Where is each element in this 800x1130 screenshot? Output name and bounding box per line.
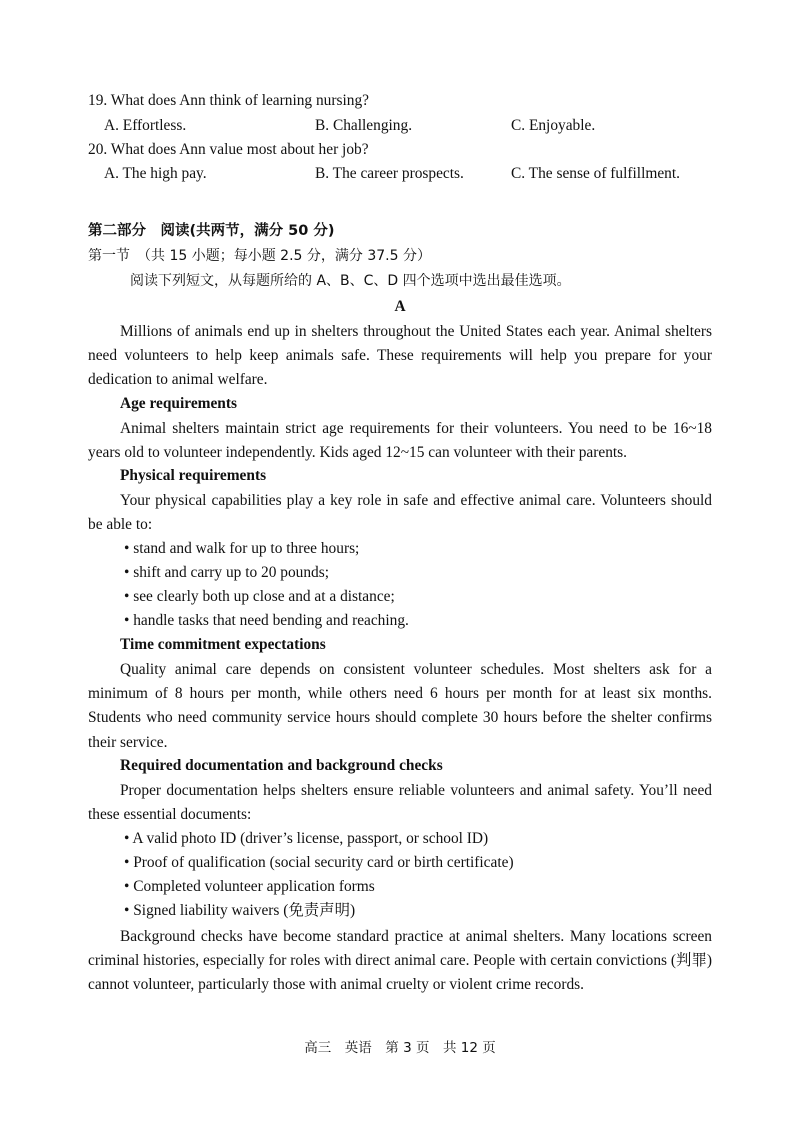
docs-heading: Required documentation and background checks: [120, 757, 443, 774]
time-text: Quality animal care depends on consistent volunteer schedules. Most shelters ask for a minimum of 8 hours per month, while others need 6 hours per month for at least six months. Students who need community service hours should complete 30 hours before the shelter confirms their service.: [88, 661, 712, 751]
physical-bullet: • stand and walk for up to three hours;: [124, 540, 360, 557]
q19-option-b: B. Challenging.: [315, 117, 413, 134]
age-heading: Age requirements: [120, 395, 237, 412]
docs-text: Proper documentation helps shelters ensure reliable volunteers and animal safety. You’ll need these essential documents:: [88, 782, 712, 824]
question-20-stem: 20. What does Ann value most about her job?: [88, 141, 369, 158]
physical-bullet: • see clearly both up close and at a distance;: [124, 588, 395, 605]
q20-option-c: C. The sense of fulfillment.: [511, 165, 680, 182]
docs-bullet: • A valid photo ID (driver’s license, passport, or school ID): [124, 830, 489, 847]
page-footer: 高三 英语 第 3 页 共 12 页: [304, 1040, 496, 1056]
q19-option-c: C. Enjoyable.: [511, 117, 596, 134]
q19-option-a: A. Effortless.: [104, 117, 187, 134]
passage-letter: A: [394, 298, 406, 315]
q20-option-a: A. The high pay.: [104, 165, 207, 182]
part-title: 第二部分 阅读(共两节，满分 50 分): [88, 223, 335, 239]
passage-intro: Millions of animals end up in shelters throughout the United States each year. Animal shelters need volunteers to help keep animals safe. These requirements will help you prepare for your dedication to animal welfare.: [88, 323, 712, 389]
q20-option-b: B. The career prospects.: [315, 165, 464, 182]
physical-heading: Physical requirements: [120, 467, 267, 484]
docs-bullet: • Signed liability waivers (免责声明): [124, 902, 356, 919]
question-19-stem: 19. What does Ann think of learning nursing?: [88, 92, 369, 109]
age-text: Animal shelters maintain strict age requirements for their volunteers. You need to be 16~18 years old to volunteer independently. Kids aged 12~15 can volunteer with their parents.: [88, 420, 712, 462]
physical-text: Your physical capabilities play a key role in safe and effective animal care. Volunteers should be able to:: [88, 492, 712, 534]
background-text: Background checks have become standard practice at animal shelters. Many locations screen criminal histories, especially for roles with direct animal care. People with certain convictions (判罪) cannot volunteer, particularly those with animal cruelty or violent crime records.: [88, 928, 712, 994]
docs-bullet: • Completed volunteer application forms: [124, 878, 375, 895]
physical-bullet: • handle tasks that need bending and reaching.: [124, 612, 409, 629]
instruction-text: 阅读下列短文，从每题所给的 A、B、C、D 四个选项中选出最佳选项。: [130, 273, 571, 289]
subsection-title: 第一节 （共 15 小题；每小题 2.5 分，满分 37.5 分）: [88, 248, 431, 264]
docs-bullet: • Proof of qualification (social security card or birth certificate): [124, 854, 514, 871]
time-heading: Time commitment expectations: [120, 636, 326, 653]
physical-bullet: • shift and carry up to 20 pounds;: [124, 564, 330, 581]
